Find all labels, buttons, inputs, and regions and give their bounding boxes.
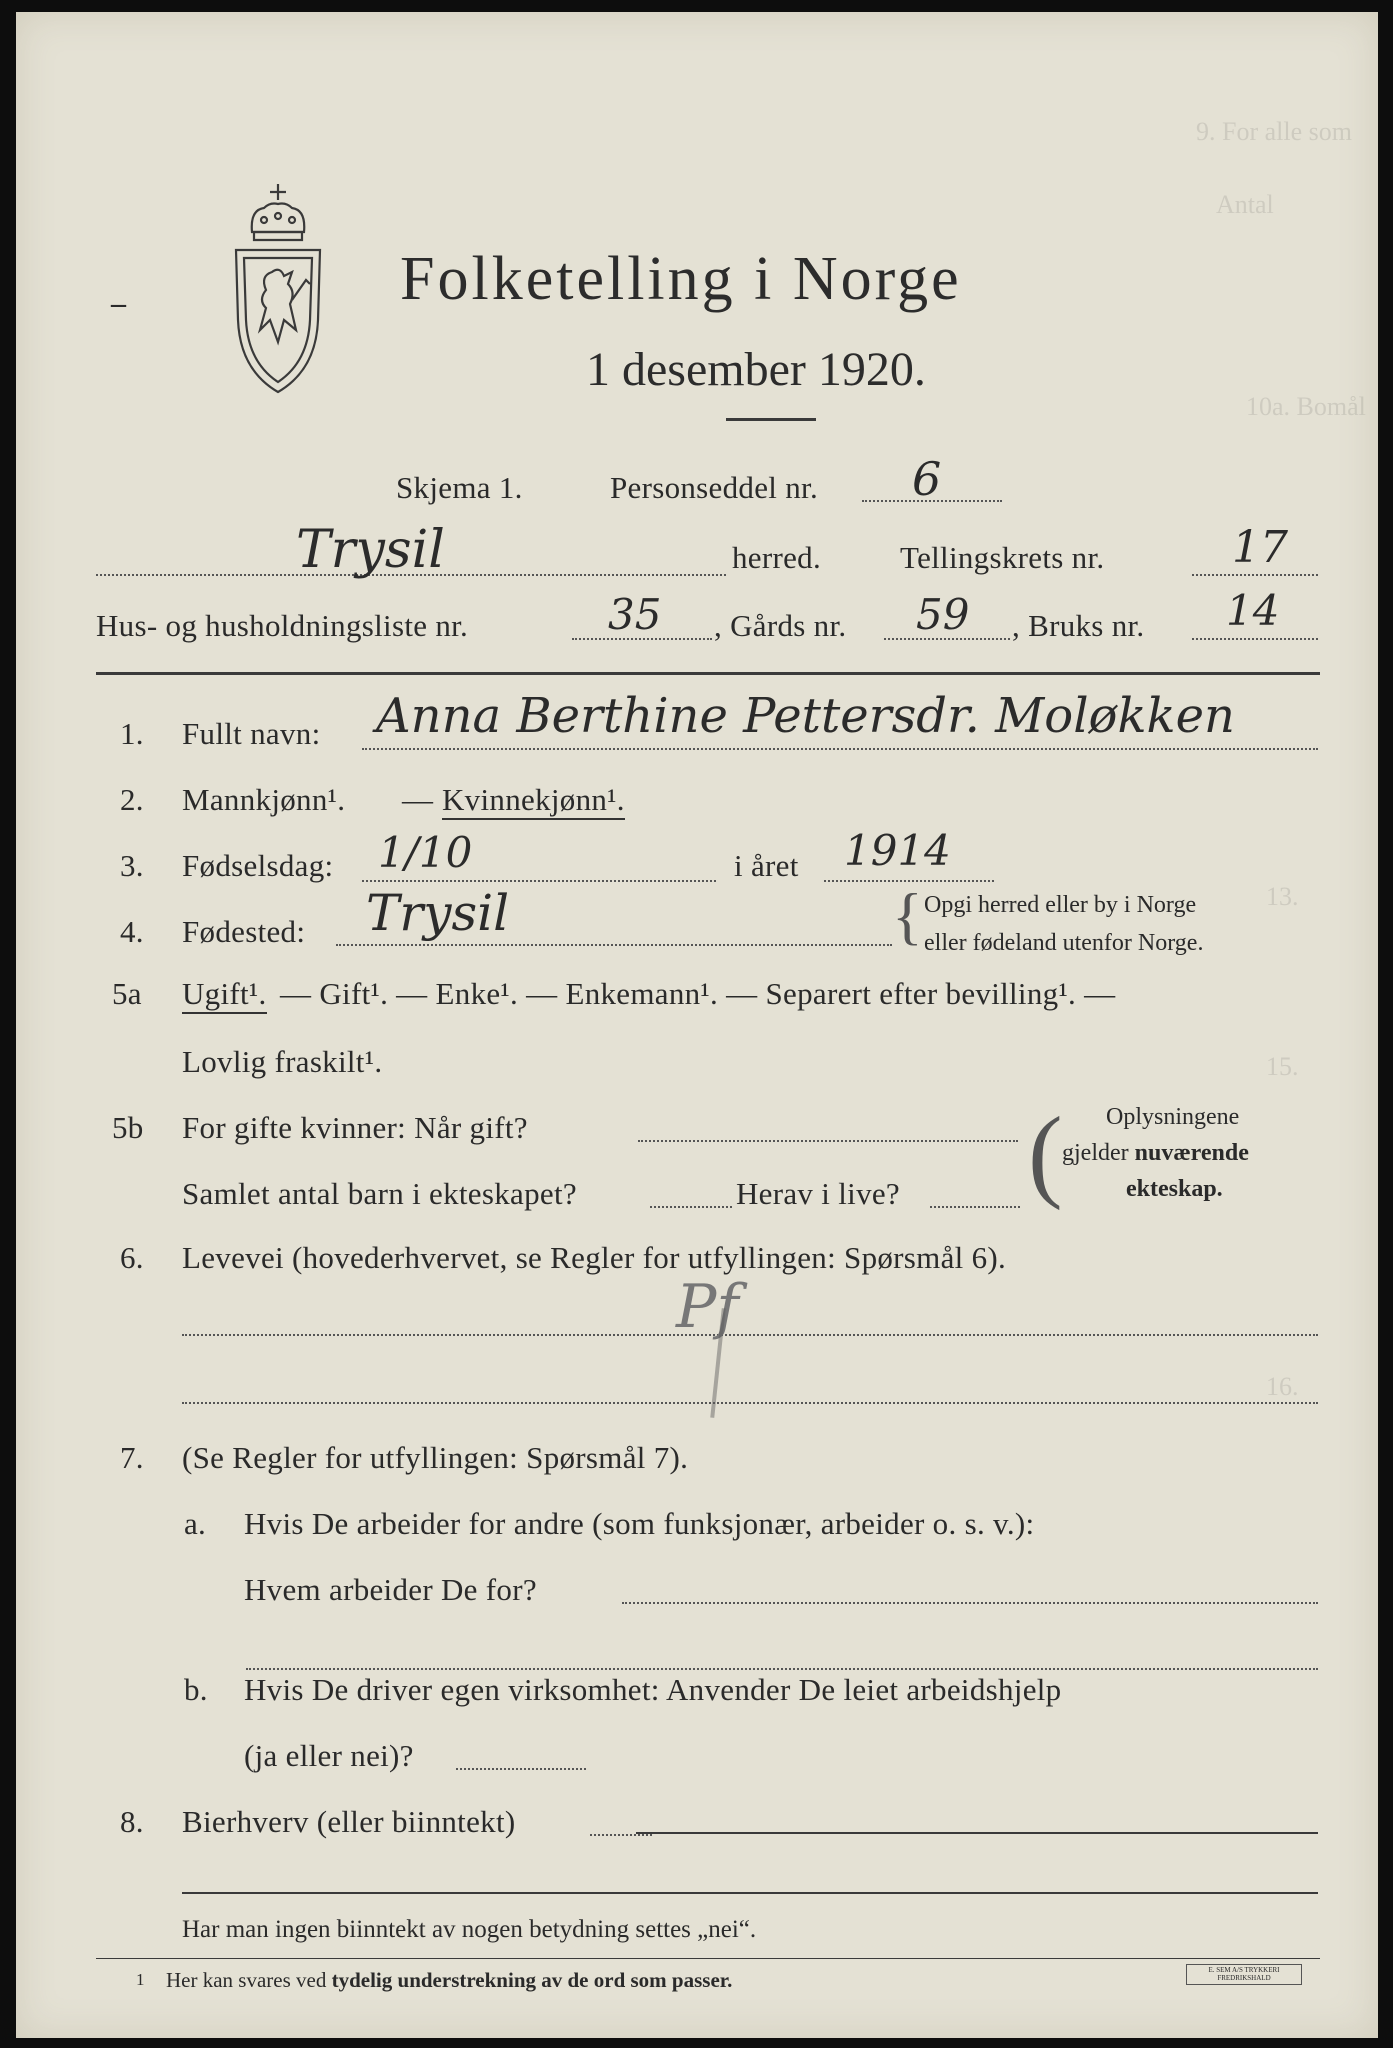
q7-number: 7. — [120, 1440, 144, 1475]
form-title: Folketelling i Norge — [400, 245, 962, 313]
district-label: Tellingskrets nr. — [900, 540, 1105, 575]
footnote-text-b: tydelig understrekning av de ord som passer. — [331, 1968, 733, 1992]
footnote-text — [166, 1968, 732, 1993]
q7a-text: Hvis De arbeider for andre (som funksjonær, arbeider o. s. v.): — [244, 1506, 1035, 1541]
q7a-whom: Hvem arbeider De for? — [244, 1572, 537, 1607]
q5a-number: 5a — [112, 976, 142, 1011]
q5b-note-line2 — [1062, 1140, 1249, 1167]
q8-line1 — [636, 1832, 1318, 1834]
q8-dotted — [590, 1834, 652, 1836]
q6-occupation-mark[interactable]: Pf — [676, 1272, 739, 1342]
bleed-through-text: 16. — [1266, 1372, 1299, 1401]
holding-number[interactable]: 14 — [1226, 586, 1280, 635]
bleed-through-text: Antal — [1216, 190, 1274, 219]
dash-mark: – — [111, 287, 126, 320]
q1-number: 1. — [120, 716, 144, 751]
q5b-bracket: ( — [1028, 1096, 1063, 1211]
q3-birth-day[interactable]: 1/10 — [378, 828, 473, 877]
q2-number: 2. — [120, 782, 144, 817]
bleed-through-text: 15. — [1266, 1052, 1299, 1081]
q4-line — [336, 944, 892, 946]
q5b-when-married: For gifte kvinner: Når gift? — [182, 1110, 528, 1145]
person-slip-number[interactable]: 6 — [912, 452, 942, 506]
household-list-number[interactable]: 35 — [608, 590, 662, 639]
q4-number: 4. — [120, 914, 144, 949]
q7b-yes-no-line — [456, 1768, 586, 1770]
q3-birth-year[interactable]: 1914 — [844, 826, 951, 875]
q7-label: (Se Regler for utfyllingen: Spørsmål 7). — [182, 1440, 689, 1475]
q3-label: Fødselsdag: — [182, 848, 334, 883]
bleed-through-text: 10a. Bomål — [1246, 392, 1366, 421]
q5b-alive: Herav i live? — [736, 1176, 900, 1211]
household-list-label: Hus- og husholdningsliste nr. — [96, 608, 469, 643]
q5b-note-line2-a: gjelder — [1062, 1140, 1129, 1166]
q2-male: Mannkjønn¹. — [182, 782, 346, 817]
q8-number: 8. — [120, 1804, 144, 1839]
farm-number[interactable]: 59 — [916, 590, 970, 639]
q5b-children-line — [650, 1206, 732, 1208]
q8-line2 — [182, 1892, 1318, 1894]
bleed-through-text: 9. For alle som — [1196, 117, 1352, 146]
q5b-alive-line — [930, 1206, 1020, 1208]
q5b-children: Samlet antal barn i ekteskapet? — [182, 1176, 577, 1211]
printer-stamp: E. SEM A/S TRYKKERI FREDRIKSHALD — [1186, 1964, 1302, 1985]
schema-label: Skjema 1. — [396, 470, 523, 505]
footnote-number: 1 — [136, 1970, 145, 1989]
district-number[interactable]: 17 — [1232, 522, 1288, 573]
q5b-number: 5b — [112, 1110, 144, 1145]
q4-birthplace[interactable]: Trysil — [366, 884, 510, 942]
q4-note-line2: eller fødeland utenfor Norge. — [924, 930, 1204, 956]
q5b-when-line — [638, 1140, 1018, 1142]
census-form-page — [16, 12, 1378, 2038]
municipality-label: herred. — [732, 540, 822, 575]
q6-label: Levevei (hovederhvervet, se Regler for utfyllingen: Spørsmål 6). — [182, 1240, 1007, 1275]
q2-female-underlined[interactable]: Kvinnekjønn¹. — [442, 782, 625, 820]
q7a-whom-line — [622, 1602, 1318, 1604]
q4-brace: { — [892, 880, 923, 951]
footnote-no-income: Har man ingen biinntekt av nogen betydning settes „nei“. — [182, 1916, 757, 1943]
q1-full-name[interactable]: Anna Berthine Pettersdr. Moløkken — [376, 688, 1235, 744]
q3-number: 3. — [120, 848, 144, 883]
q5b-note-line3: ekteskap. — [1126, 1176, 1223, 1202]
header-divider — [96, 672, 1320, 675]
q7b-text: Hvis De driver egen virksomhet: Anvender De leiet arbeidshjelp — [244, 1672, 1062, 1707]
district-line — [1192, 574, 1318, 576]
footer-divider — [96, 1958, 1320, 1959]
q5a-divorced: Lovlig fraskilt¹. — [182, 1044, 383, 1079]
q1-line — [362, 748, 1318, 750]
holding-label: , Bruks nr. — [1012, 608, 1145, 643]
q4-note-line1: Opgi herred eller by i Norge — [924, 892, 1197, 918]
footnote-text-a: Her kan svares ved — [166, 1968, 327, 1992]
q5a-unmarried-underlined[interactable]: Ugift¹. — [182, 976, 267, 1014]
q5a-other-statuses: — Gift¹. — Enke¹. — Enkemann¹. — Separert efter bevilling¹. — — [280, 976, 1116, 1011]
q3-year-label: i året — [734, 848, 799, 883]
q7a-letter: a. — [184, 1506, 207, 1541]
q6-line1 — [182, 1334, 1318, 1336]
q2-separator: — — [402, 782, 434, 817]
q4-label: Fødested: — [182, 914, 306, 949]
holding-line — [1192, 638, 1318, 640]
q5b-note-line1: Oplysningene — [1106, 1104, 1240, 1130]
form-date: 1 desember 1920. — [586, 343, 926, 396]
q8-label: Bierhverv (eller biinntekt) — [182, 1804, 516, 1839]
bleed-through-text: 13. — [1266, 882, 1299, 911]
farm-label: , Gårds nr. — [714, 608, 847, 643]
q5b-note-line2-b: nuværende — [1134, 1140, 1249, 1166]
q7b-yes-no: (ja eller nei)? — [244, 1738, 414, 1773]
person-slip-label: Personseddel nr. — [610, 470, 818, 505]
q6-line2 — [182, 1402, 1318, 1404]
q7b-letter: b. — [184, 1672, 208, 1707]
q1-label: Fullt navn: — [182, 716, 321, 751]
q7a-extra-line — [246, 1668, 1318, 1670]
municipality-value[interactable]: Trysil — [296, 520, 445, 580]
title-rule — [726, 418, 816, 421]
q3-day-line — [362, 880, 716, 882]
norwegian-coat-of-arms-icon — [230, 180, 326, 400]
q6-number: 6. — [120, 1240, 144, 1275]
